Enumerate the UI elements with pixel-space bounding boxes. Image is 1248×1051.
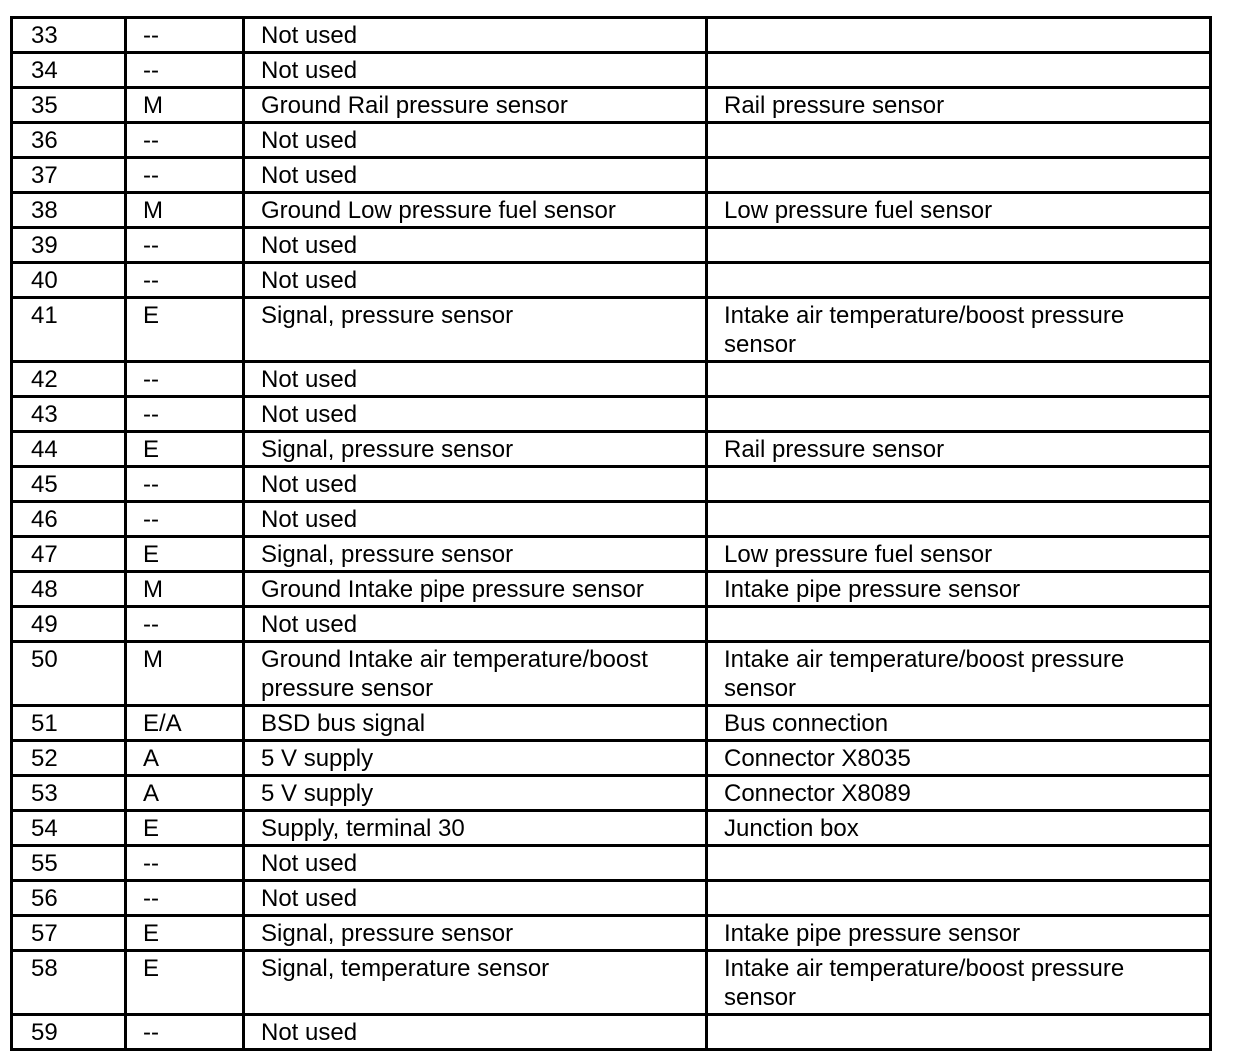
component-cell (707, 53, 1211, 88)
description-cell: Not used (244, 123, 707, 158)
table-row (12, 397, 1211, 432)
component-cell (707, 362, 1211, 397)
component-cell (707, 502, 1211, 537)
signal-type-cell: -- (126, 467, 244, 502)
signal-type-cell: -- (126, 397, 244, 432)
description-cell: Ground Intake air temperature/boost pressure sensor (244, 642, 707, 706)
description-cell: Signal, temperature sensor (244, 951, 707, 1015)
component-cell (707, 158, 1211, 193)
table-row (12, 53, 1211, 88)
signal-type-cell: E/A (126, 706, 244, 741)
description-cell: Signal, pressure sensor (244, 298, 707, 362)
pin-number-cell: 57 (12, 916, 126, 951)
pin-number-cell: 39 (12, 228, 126, 263)
signal-type-cell: -- (126, 228, 244, 263)
description-cell: BSD bus signal (244, 706, 707, 741)
component-cell: Rail pressure sensor (707, 432, 1211, 467)
component-cell: Intake air temperature/boost pressure sensor (707, 951, 1211, 1015)
pin-number-cell: 44 (12, 432, 126, 467)
signal-type-cell: -- (126, 1015, 244, 1050)
component-cell (707, 881, 1211, 916)
description-cell: Not used (244, 53, 707, 88)
component-cell (707, 263, 1211, 298)
table-row (12, 572, 1211, 607)
signal-type-cell: E (126, 811, 244, 846)
component-cell (707, 18, 1211, 53)
table-row (12, 193, 1211, 228)
table-row (12, 706, 1211, 741)
table-row (12, 811, 1211, 846)
component-cell: Connector X8089 (707, 776, 1211, 811)
table-row (12, 1015, 1211, 1050)
pin-number-cell: 54 (12, 811, 126, 846)
pin-number-cell: 41 (12, 298, 126, 362)
description-cell: Ground Rail pressure sensor (244, 88, 707, 123)
component-cell: Intake pipe pressure sensor (707, 572, 1211, 607)
pin-number-cell: 45 (12, 467, 126, 502)
component-cell (707, 397, 1211, 432)
description-cell: 5 V supply (244, 741, 707, 776)
component-cell: Intake pipe pressure sensor (707, 916, 1211, 951)
description-cell: Signal, pressure sensor (244, 916, 707, 951)
signal-type-cell: -- (126, 263, 244, 298)
description-cell: Not used (244, 397, 707, 432)
component-cell (707, 123, 1211, 158)
signal-type-cell: -- (126, 881, 244, 916)
pin-number-cell: 47 (12, 537, 126, 572)
pin-number-cell: 43 (12, 397, 126, 432)
table-row (12, 18, 1211, 53)
signal-type-cell: E (126, 916, 244, 951)
table-row (12, 432, 1211, 467)
pin-number-cell: 56 (12, 881, 126, 916)
component-cell: Low pressure fuel sensor (707, 537, 1211, 572)
component-cell (707, 607, 1211, 642)
table-body (12, 18, 1211, 1050)
description-cell: Not used (244, 362, 707, 397)
table-row (12, 158, 1211, 193)
pin-number-cell: 40 (12, 263, 126, 298)
table-row (12, 881, 1211, 916)
pin-number-cell: 48 (12, 572, 126, 607)
signal-type-cell: M (126, 642, 244, 706)
description-cell: Not used (244, 846, 707, 881)
pin-number-cell: 38 (12, 193, 126, 228)
table-row (12, 741, 1211, 776)
signal-type-cell: -- (126, 18, 244, 53)
pin-number-cell: 59 (12, 1015, 126, 1050)
table-row (12, 776, 1211, 811)
pin-number-cell: 46 (12, 502, 126, 537)
pin-number-cell: 52 (12, 741, 126, 776)
description-cell: Ground Intake pipe pressure sensor (244, 572, 707, 607)
description-cell: Not used (244, 18, 707, 53)
table-row (12, 467, 1211, 502)
table-row (12, 228, 1211, 263)
component-cell: Intake air temperature/boost pressure sensor (707, 642, 1211, 706)
signal-type-cell: M (126, 88, 244, 123)
pin-number-cell: 55 (12, 846, 126, 881)
signal-type-cell: A (126, 776, 244, 811)
description-cell: Not used (244, 881, 707, 916)
table-row (12, 362, 1211, 397)
description-cell: Not used (244, 502, 707, 537)
signal-type-cell: A (126, 741, 244, 776)
description-cell: Not used (244, 1015, 707, 1050)
component-cell (707, 228, 1211, 263)
table-row (12, 846, 1211, 881)
pin-number-cell: 35 (12, 88, 126, 123)
description-cell: 5 V supply (244, 776, 707, 811)
pin-number-cell: 50 (12, 642, 126, 706)
component-cell (707, 467, 1211, 502)
description-cell: Not used (244, 607, 707, 642)
signal-type-cell: -- (126, 158, 244, 193)
signal-type-cell: -- (126, 123, 244, 158)
table-row (12, 123, 1211, 158)
component-cell (707, 1015, 1211, 1050)
description-cell: Ground Low pressure fuel sensor (244, 193, 707, 228)
table-row (12, 951, 1211, 1015)
component-cell: Intake air temperature/boost pressure sensor (707, 298, 1211, 362)
pin-number-cell: 33 (12, 18, 126, 53)
description-cell: Not used (244, 263, 707, 298)
signal-type-cell: -- (126, 502, 244, 537)
table-row (12, 642, 1211, 706)
signal-type-cell: E (126, 951, 244, 1015)
table-row (12, 298, 1211, 362)
signal-type-cell: M (126, 572, 244, 607)
pin-number-cell: 53 (12, 776, 126, 811)
component-cell (707, 846, 1211, 881)
table-row (12, 916, 1211, 951)
description-cell: Signal, pressure sensor (244, 537, 707, 572)
description-cell: Signal, pressure sensor (244, 432, 707, 467)
table-row (12, 502, 1211, 537)
description-cell: Not used (244, 228, 707, 263)
pin-number-cell: 36 (12, 123, 126, 158)
component-cell: Junction box (707, 811, 1211, 846)
component-cell: Low pressure fuel sensor (707, 193, 1211, 228)
component-cell: Connector X8035 (707, 741, 1211, 776)
pin-assignment-table (10, 16, 1212, 1051)
table-row (12, 607, 1211, 642)
pin-number-cell: 51 (12, 706, 126, 741)
signal-type-cell: -- (126, 362, 244, 397)
component-cell: Bus connection (707, 706, 1211, 741)
description-cell: Not used (244, 158, 707, 193)
signal-type-cell: E (126, 432, 244, 467)
signal-type-cell: E (126, 537, 244, 572)
description-cell: Not used (244, 467, 707, 502)
table-row (12, 537, 1211, 572)
signal-type-cell: E (126, 298, 244, 362)
component-cell: Rail pressure sensor (707, 88, 1211, 123)
table-row (12, 263, 1211, 298)
signal-type-cell: -- (126, 53, 244, 88)
pin-number-cell: 34 (12, 53, 126, 88)
signal-type-cell: -- (126, 607, 244, 642)
pin-number-cell: 58 (12, 951, 126, 1015)
pin-number-cell: 42 (12, 362, 126, 397)
table-row (12, 88, 1211, 123)
signal-type-cell: M (126, 193, 244, 228)
signal-type-cell: -- (126, 846, 244, 881)
description-cell: Supply, terminal 30 (244, 811, 707, 846)
pin-number-cell: 37 (12, 158, 126, 193)
pin-number-cell: 49 (12, 607, 126, 642)
